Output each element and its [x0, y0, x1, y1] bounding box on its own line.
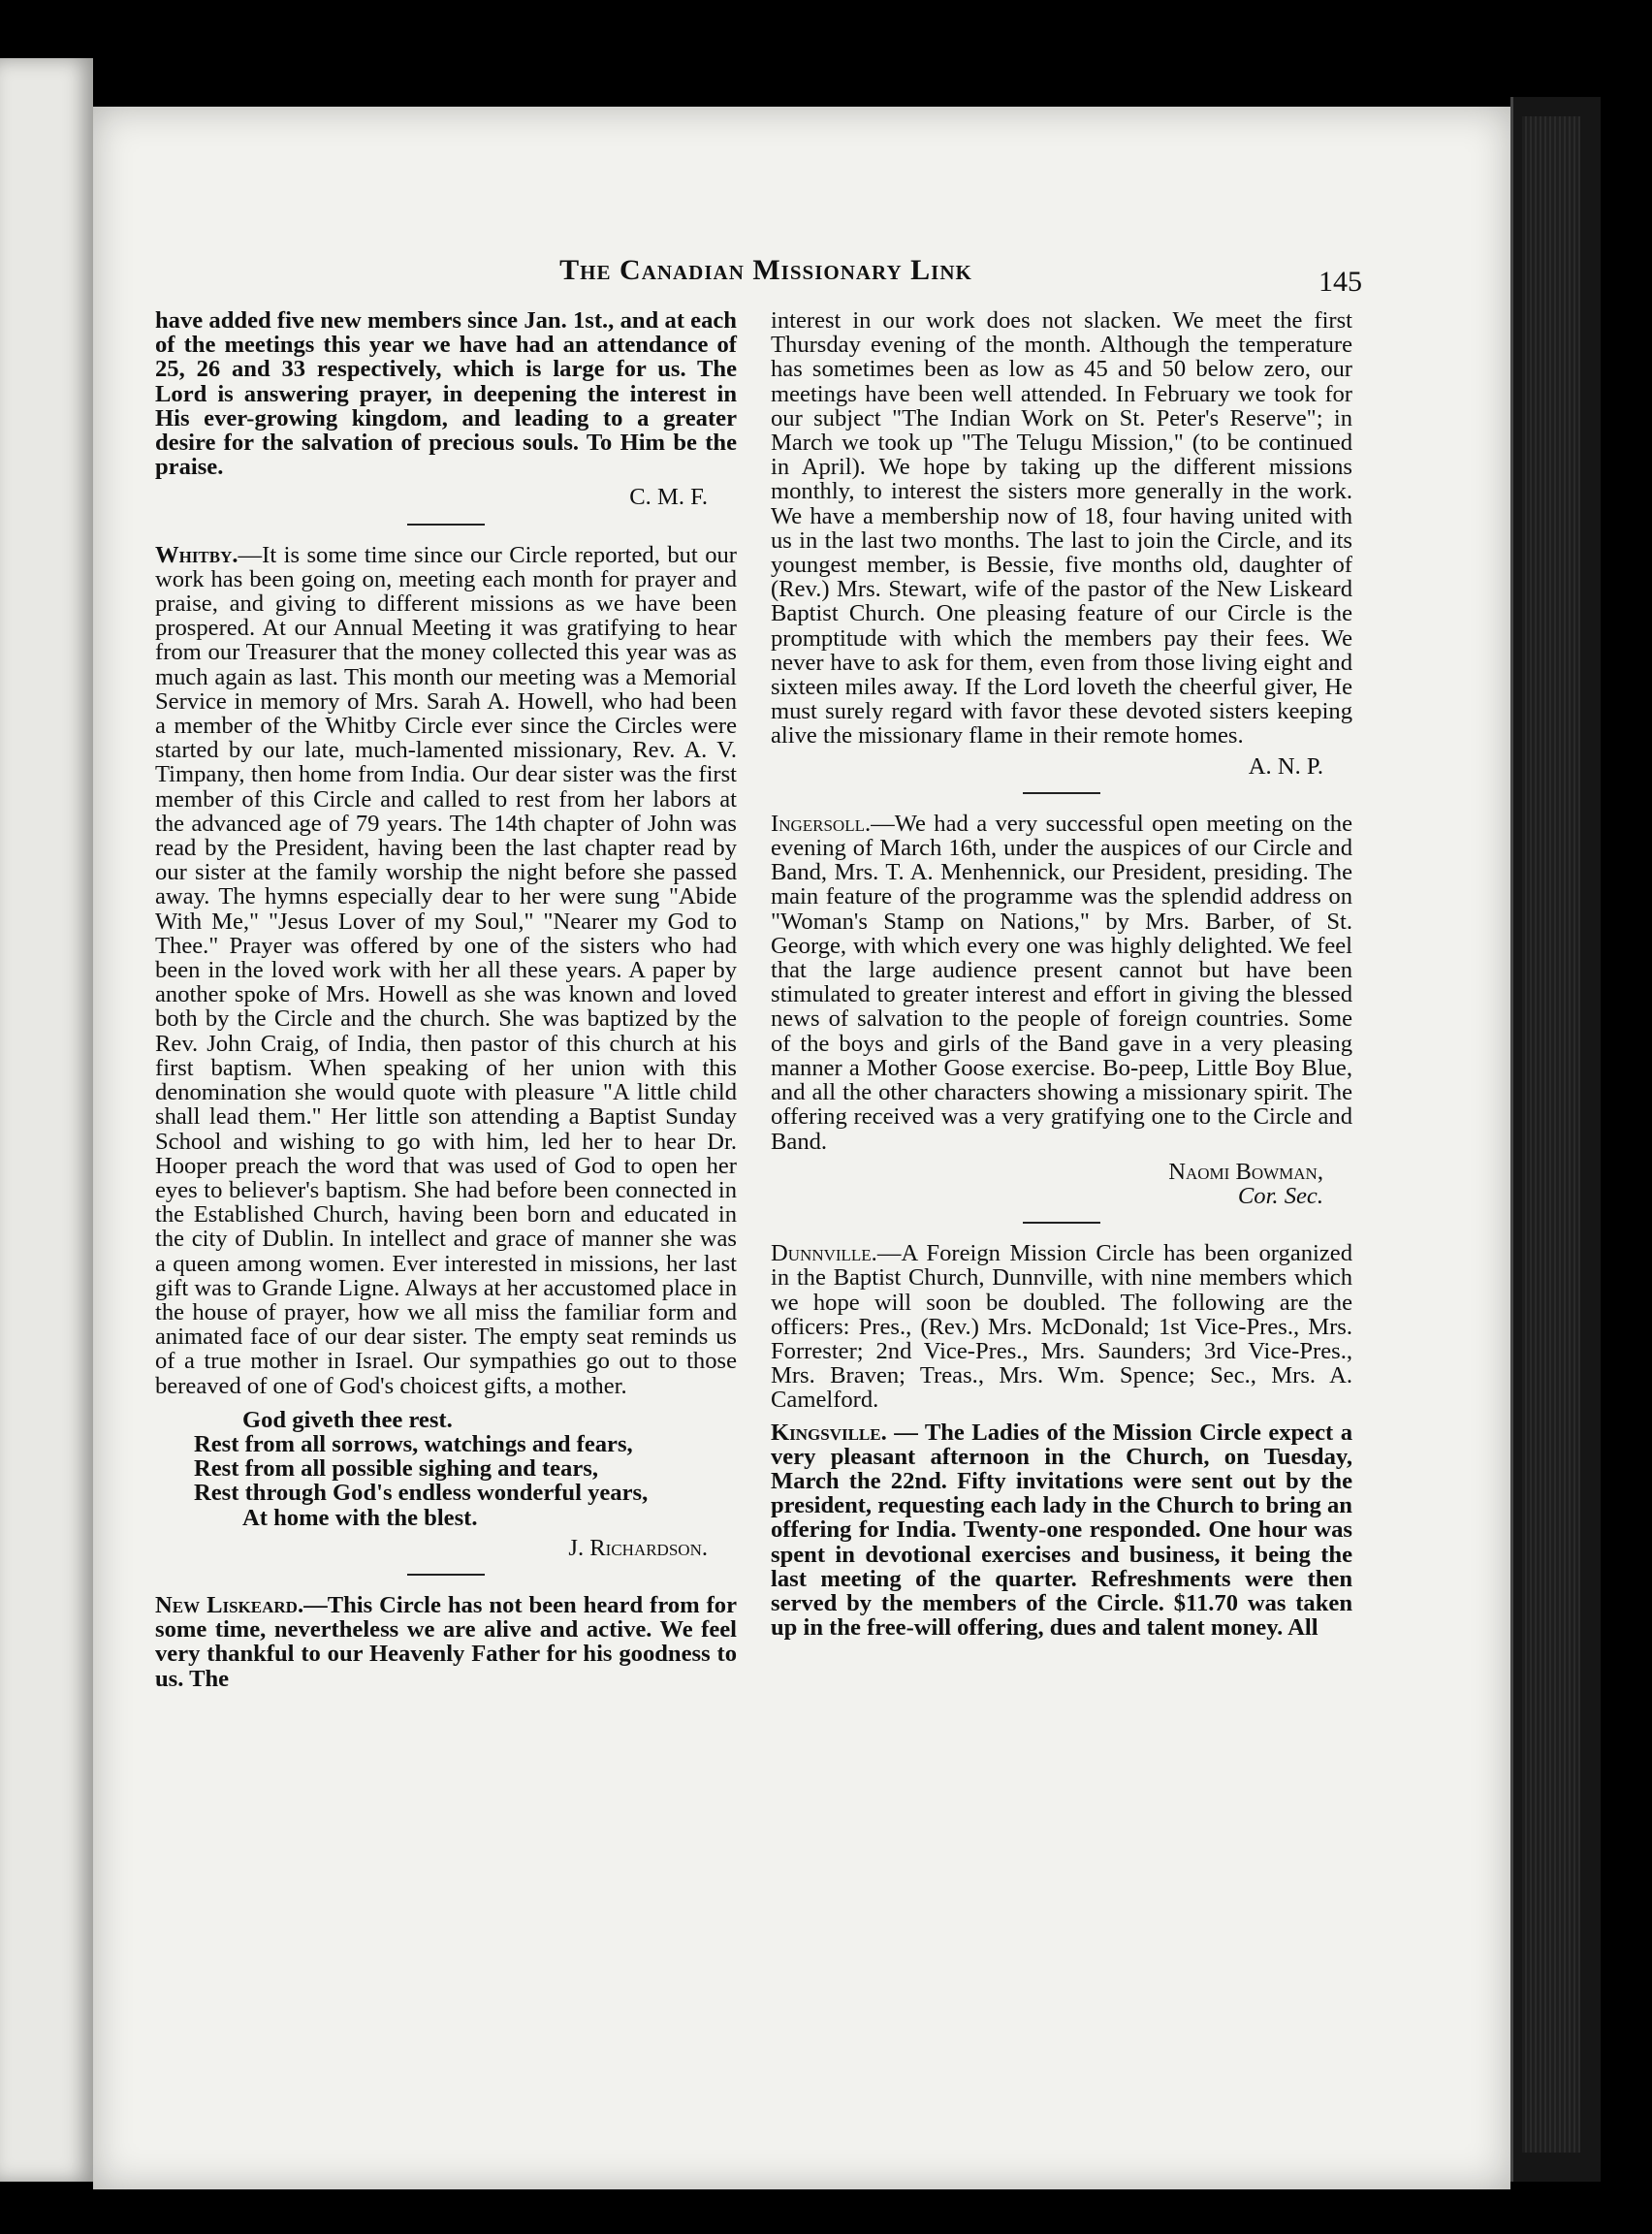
section-divider: [1023, 1222, 1100, 1224]
article-dunnville: [771, 1241, 1352, 1412]
signature-bowman: Naomi Bowman,: [1168, 1158, 1323, 1185]
article-heading: Whitby.: [155, 541, 238, 568]
poem-line: At home with the blest.: [242, 1504, 478, 1531]
paragraph-continued: interest in our work does not slacken. We meet the first Thursday evening of the month. Although the temperature has sometimes been as low as 45 and 50 below zero, our meetings have been well attended. In February we took for our subject "The Indian Work on St. Peter's Reserve"; in March we took up "The Telugu Mission," (to be continued in April). We hope by taking up the different missions monthly, to interest the sisters more generally in the work. We have a membership now of 18, four having united with us in the last two months. The last to join the Circle, and its youngest member, is Bessie, five months old, daughter of (Rev.) Mrs. Stewart, wife of the pastor of the New Liskeard Baptist Church. One pleasing feature of our Circle is the promptitude with which the members pay their fees. We never have to ask for them, even from those living eight and sixteen miles away. If the Lord loveth the cheerful giver, He must surely regard with favor these devoted sisters keeping alive the missionary flame in their remote homes.: [771, 307, 1352, 750]
page-block-edges: [1522, 116, 1580, 2153]
left-column: [155, 308, 737, 1695]
signature-anp: A. N. P.: [1248, 752, 1323, 780]
signature-cmf: C. M. F.: [629, 484, 708, 511]
article-new-liskeard: [155, 1593, 737, 1691]
signature-title: Cor. Sec.: [1237, 1182, 1323, 1209]
article-heading: Kingsville.: [771, 1419, 887, 1446]
article-body: — The Ladies of the Mission Circle expect a very pleasant afternoon in the Church, on Tuesday, March the 22nd. Fifty invitations were sent out by the president, requesting each lady in the Church to bring an offering for India. Twenty-one responded. One hour was spent in devotional exercises and business, it being the last meeting of the quarter. Refreshments were then served by the members of the Circle. $11.70 was taken up in the free-will offering, dues and talent money. All: [771, 1419, 1352, 1642]
article-ingersoll: [771, 812, 1352, 1154]
running-header: The Canadian Missionary Link: [559, 254, 972, 286]
paragraph-continued: have added five new members since Jan. 1st., and at each of the meetings this year we have had an attendance of 25, 26 and 33 respectively, which is large for us. The Lord is answering prayer, in deepening the interest in His ever-growing kingdom, and leading to a greater desire for the salvation of precious souls. To Him be the praise.: [155, 307, 737, 481]
right-column: [771, 308, 1352, 1644]
article-heading: New Liskeard.: [155, 1591, 304, 1618]
article-heading: Ingersoll.: [771, 810, 872, 837]
poem: [194, 1408, 737, 1530]
article-heading: Dunnville.: [771, 1240, 877, 1267]
poem-line: Rest from all sorrows, watchings and fears,: [194, 1430, 633, 1457]
signature-richardson: J. Richardson.: [568, 1534, 708, 1561]
article-body: —A Foreign Mission Circle has been organized in the Baptist Church, Dunnville, with nine members which we hope will soon be doubled. The following are the officers: Pres., (Rev.) Mrs. McDonald; 1st Vice-Pres., Mrs. Forrester; 2nd Vice-Pres., Mrs. Saunders; 3rd Vice-Pres., Mrs. Braven; Treas., Mrs. Wm. Spence; Sec., Mrs. A. Camelford.: [771, 1240, 1352, 1414]
article-body: —We had a very successful open meeting on the evening of March 16th, under the auspices of our Circle and Band, Mrs. T. A. Menhennick, our President, presiding. The main feature of the programme was the splendid address on "Woman's Stamp on Nations," by Mrs. Barber, of St. George, with which every one was highly delighted. We feel that the large audience present cannot but have been stimulated to greater interest and effort in giving the blessed news of salvation to the people of foreign countries. Some of the boys and girls of the Band gave in a very pleasing manner a Mother Goose exercise. Bo-peep, Little Boy Blue, and all the other characters showing a missionary spirit. The offering received was a very gratifying one to the Circle and Band.: [771, 810, 1352, 1155]
poem-line: God giveth thee rest.: [242, 1406, 453, 1433]
article-kingsville: [771, 1420, 1352, 1641]
facing-page-edge: [0, 58, 93, 2182]
section-divider: [407, 1574, 485, 1576]
article-body: —This Circle has not been heard from for some time, nevertheless we are alive and active. We feel very thankful to our Heavenly Father for his goodness to us. The: [155, 1591, 738, 1692]
article-body: —It is some time since our Circle reported, but our work has been going on, meeting each month for prayer and praise, and giving to different missions as we have been prospered. At our Annual Meeting it was gratifying to hear from our Treasurer that the money collected this year was as much again as last. This month our meeting was a Memorial Service in memory of Mrs. Sarah A. Howell, who had been a member of the Whitby Circle ever since the Circles were started by our late, much-lamented missionary, Rev. A. V. Timpany, then home from India. Our dear sister was the first member of this Circle and called to rest from her labors at the advanced age of 79 years. The 14th chapter of John was read by the President, having been the last chapter read by our sister at the family worship the night before she passed away. The hymns especially dear to her were sung "Abide With Me," "Jesus Lover of my Soul," "Nearer my God to Thee." Prayer was offered by one of the sisters who had been in the loved work with her all these years. A paper by another spoke of Mrs. Howell as she was known and loved both by the Circle and the church. She was baptized by the Rev. John Craig, of India, then pastor of this church at his first baptism. When speaking of her union with this denomination she would quote with pleasure "A little child shall lead them." Her little son attending a Baptist Sunday School and wishing to go with him, led her to hear Dr. Hooper preach the word that was used of God to open her eyes to believer's baptism. She had before been connected in the Established Church, having been born and educated in the city of Dublin. In intellect and grace of manner she was a queen among women. Ever interested in missions, her last gift was to Grande Ligne. Always at her accustomed place in the house of prayer, how we all miss the familiar form and animated face of our dear sister. The empty seat reminds us of a true mother in Israel. Our sympathies go out to those bereaved of one of God's choicest gifts, a mother.: [155, 541, 737, 1399]
section-divider: [1023, 792, 1100, 794]
section-divider: [407, 524, 485, 526]
page-number: 145: [1318, 266, 1362, 298]
article-whitby: [155, 543, 737, 1398]
poem-line: Rest through God's endless wonderful years,: [194, 1480, 649, 1507]
poem-line: Rest from all possible sighing and tears,: [194, 1455, 598, 1483]
